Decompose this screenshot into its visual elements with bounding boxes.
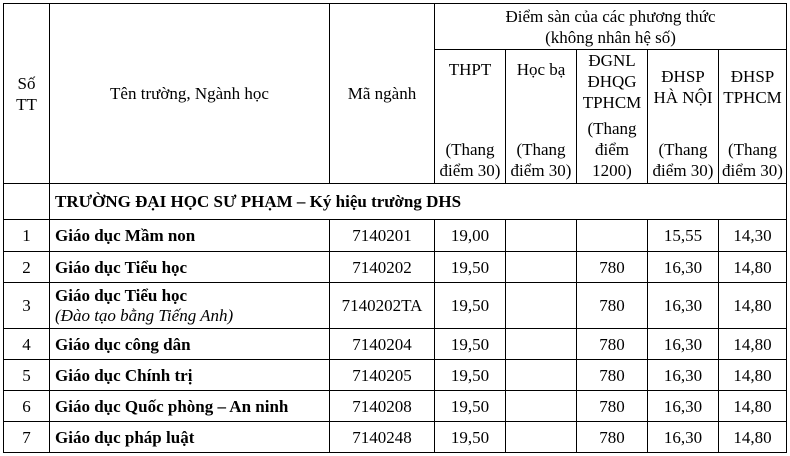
row-major-name: Giáo dục Tiểu học <box>55 285 188 305</box>
header-stt <box>4 4 50 184</box>
method-hocba-scale-line2: điểm 30) <box>510 161 572 180</box>
table-row <box>4 252 787 283</box>
row-major-code: 7140208 <box>330 391 435 422</box>
row-score-hocba <box>506 252 577 283</box>
row-score-hocba <box>506 283 577 329</box>
row-major-code: 7140248 <box>330 422 435 453</box>
row-score-hanoi: 16,30 <box>648 391 719 422</box>
method-dgnl-label-line1: ĐGNL <box>588 51 636 70</box>
row-score-hocba <box>506 329 577 360</box>
header-row-1 <box>4 4 787 50</box>
method-dgnl-scale-line2: điểm <box>595 140 629 159</box>
school-row-stt <box>4 184 50 220</box>
row-score-thpt: 19,50 <box>435 422 506 453</box>
row-score-hanoi: 16,30 <box>648 422 719 453</box>
header-method-tphcm <box>719 50 787 184</box>
method-dgnl-label-line3: TPHCM <box>582 93 642 112</box>
method-hocba-label: Học bạ <box>516 60 566 79</box>
row-stt: 3 <box>4 283 50 329</box>
row-major-name: Giáo dục Chính trị <box>50 360 330 391</box>
method-hanoi-scale-line1: (Thang <box>658 140 708 159</box>
row-score-dgnl: 780 <box>577 283 648 329</box>
method-thpt-scale-line1: (Thang <box>445 140 495 159</box>
method-dgnl-label-line2: ĐHQG <box>587 72 637 91</box>
row-score-tphcm: 14,80 <box>719 391 787 422</box>
method-dgnl-scale <box>577 118 647 181</box>
row-score-thpt: 19,00 <box>435 220 506 252</box>
row-score-tphcm: 14,80 <box>719 360 787 391</box>
row-score-hanoi: 16,30 <box>648 329 719 360</box>
row-score-thpt: 19,50 <box>435 283 506 329</box>
table-row <box>4 391 787 422</box>
row-score-tphcm: 14,80 <box>719 422 787 453</box>
header-stt-line1: Số <box>17 73 36 93</box>
row-score-tphcm: 14,30 <box>719 220 787 252</box>
method-dgnl-scale-line1: (Thang <box>587 119 637 138</box>
row-stt: 6 <box>4 391 50 422</box>
row-major-code: 7140202TA <box>330 283 435 329</box>
method-thpt-label: THPT <box>448 60 492 79</box>
school-title: TRƯỜNG ĐẠI HỌC SƯ PHẠM – Ký hiệu trường DHS <box>50 184 787 220</box>
header-method-hocba <box>506 50 577 184</box>
row-major-name: Giáo dục công dân <box>50 329 330 360</box>
header-group-line2: (không nhân hệ số) <box>545 27 676 47</box>
row-score-hanoi: 15,55 <box>648 220 719 252</box>
row-major-name: Giáo dục Tiểu học <box>50 252 330 283</box>
row-major-name: Giáo dục pháp luật <box>50 422 330 453</box>
header-stt-line2: TT <box>16 94 37 114</box>
row-score-hocba <box>506 391 577 422</box>
row-score-hanoi: 16,30 <box>648 283 719 329</box>
row-score-dgnl: 780 <box>577 329 648 360</box>
table-row <box>4 422 787 453</box>
row-score-hocba <box>506 422 577 453</box>
header-code: Mã ngành <box>330 4 435 184</box>
row-major-name-cell <box>50 283 330 329</box>
row-score-thpt: 19,50 <box>435 360 506 391</box>
method-hanoi-top <box>648 66 718 108</box>
row-major-name: Giáo dục Quốc phòng – An ninh <box>50 391 330 422</box>
row-major-name: Giáo dục Mầm non <box>50 220 330 252</box>
row-stt: 2 <box>4 252 50 283</box>
row-stt: 4 <box>4 329 50 360</box>
row-score-dgnl: 780 <box>577 252 648 283</box>
admission-score-table <box>3 3 787 453</box>
row-score-tphcm: 14,80 <box>719 283 787 329</box>
method-hanoi-scale <box>648 139 718 181</box>
row-score-tphcm: 14,80 <box>719 329 787 360</box>
method-thpt-top <box>435 59 505 80</box>
row-score-thpt: 19,50 <box>435 252 506 283</box>
method-hocba-scale-line1: (Thang <box>516 140 566 159</box>
header-method-thpt <box>435 50 506 184</box>
row-score-dgnl: 780 <box>577 391 648 422</box>
row-stt: 1 <box>4 220 50 252</box>
header-group-line1: Điểm sàn của các phương thức <box>505 6 716 26</box>
row-score-hanoi: 16,30 <box>648 252 719 283</box>
row-score-hocba <box>506 360 577 391</box>
method-dgnl-scale-line3: 1200) <box>592 161 632 180</box>
row-major-code: 7140201 <box>330 220 435 252</box>
school-row <box>4 184 787 220</box>
header-method-dgnl <box>577 50 648 184</box>
row-score-dgnl: 780 <box>577 360 648 391</box>
method-tphcm-top <box>719 66 786 108</box>
header-method-group <box>435 4 787 50</box>
method-thpt-scale-line2: điểm 30) <box>439 161 501 180</box>
method-hocba-top <box>506 59 576 80</box>
method-hanoi-scale-line2: điểm 30) <box>652 161 714 180</box>
row-stt: 5 <box>4 360 50 391</box>
row-score-dgnl <box>577 220 648 252</box>
row-stt: 7 <box>4 422 50 453</box>
method-tphcm-scale-line1: (Thang <box>727 140 778 159</box>
row-major-code: 7140202 <box>330 252 435 283</box>
row-major-code: 7140204 <box>330 329 435 360</box>
header-name: Tên trường, Ngành học <box>50 4 330 184</box>
method-hanoi-label-line2: HÀ NỘI <box>653 88 713 107</box>
row-major-note: (Đào tạo bằng Tiếng Anh) <box>55 305 234 325</box>
table-row <box>4 329 787 360</box>
row-score-dgnl: 780 <box>577 422 648 453</box>
row-major-code: 7140205 <box>330 360 435 391</box>
row-score-hanoi: 16,30 <box>648 360 719 391</box>
method-tphcm-scale-line2: điểm 30) <box>722 161 783 180</box>
method-thpt-scale <box>435 139 505 181</box>
row-score-hocba <box>506 220 577 252</box>
row-score-thpt: 19,50 <box>435 391 506 422</box>
method-hocba-scale <box>506 139 576 181</box>
method-tphcm-label-line1: ĐHSP <box>730 67 775 86</box>
row-score-thpt: 19,50 <box>435 329 506 360</box>
table-row <box>4 220 787 252</box>
row-score-tphcm: 14,80 <box>719 252 787 283</box>
header-method-hanoi <box>648 50 719 184</box>
table-row <box>4 283 787 329</box>
method-hanoi-label-line1: ĐHSP <box>661 67 705 86</box>
table-row <box>4 360 787 391</box>
method-tphcm-scale <box>719 139 786 181</box>
method-tphcm-label-line2: TPHCM <box>723 88 782 107</box>
method-dgnl-top <box>577 50 647 113</box>
